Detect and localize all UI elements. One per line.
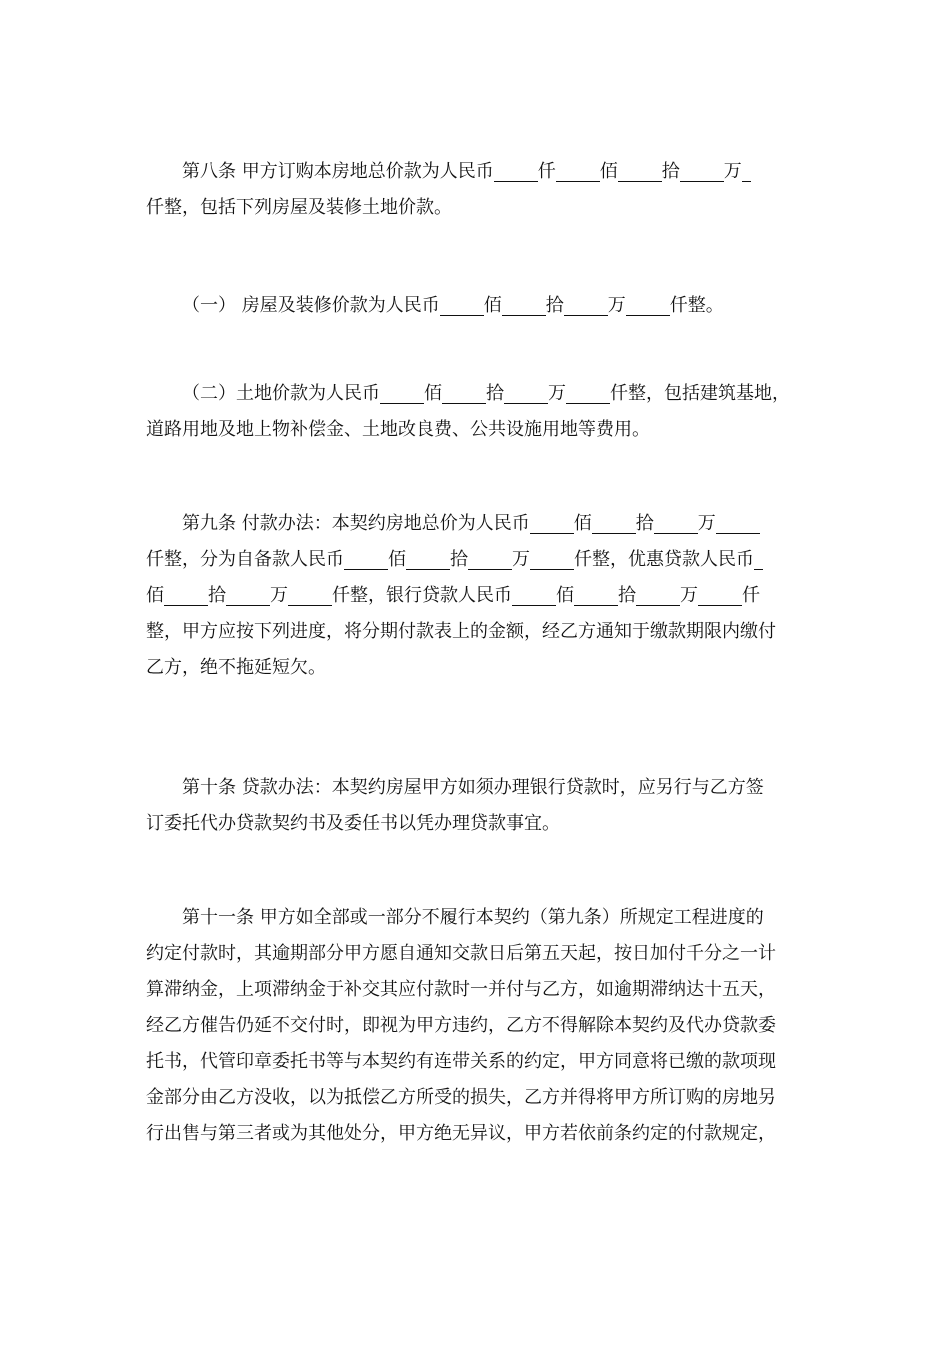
clause-10: [146, 770, 806, 842]
clause-8: [146, 154, 806, 226]
clause-9-line-4: 整，甲方应按下列进度，将分期付款表上的金额，经乙方通知于缴款期限内缴付: [146, 621, 776, 642]
item-2-line-2: 道路用地及地上物补偿金、土地改良费、公共设施用地等费用。: [146, 419, 650, 440]
clause-10-line-1: 第十条 贷款办法：本契约房屋甲方如须办理银行贷款时，应另行与乙方签: [182, 777, 764, 798]
clause-11-line: 算滞纳金，上项滞纳金于补交其应付款时一并付与乙方，如逾期滞纳达十五天，: [146, 979, 776, 1000]
item-1: [146, 288, 806, 324]
item-2-line-1: （二）土地价款为人民币 佰 拾 万 仟整，包括建筑基地，: [182, 383, 790, 404]
clause-11-line: 经乙方催告仍延不交付时，即视为甲方违约，乙方不得解除本契约及代办贷款委: [146, 1015, 776, 1036]
clause-11-line: 行出售与第三者或为其他处分，甲方绝无异议，甲方若依前条约定的付款规定，: [146, 1123, 776, 1144]
item-1-line-1: （一） 房屋及装修价款为人民币 佰 拾 万 仟整。: [182, 295, 724, 316]
clause-11-line: 第十一条 甲方如全部或一部分不履行本契约（第九条）所规定工程进度的: [182, 907, 764, 928]
clause-11-line: 金部分由乙方没收，以为抵偿乙方所受的损失，乙方并得将甲方所订购的房地另: [146, 1087, 776, 1108]
clause-9-line-2: 仟整，分为自备款人民币 佰 拾 万 仟整，优惠贷款人民币: [146, 542, 806, 578]
clause-9-line-1: 第九条 付款办法：本契约房地总价为人民币 佰 拾 万: [146, 506, 806, 542]
clause-9-line-5: 乙方，绝不拖延短欠。: [146, 657, 326, 678]
clause-11-line: 约定付款时，其逾期部分甲方愿自通知交款日后第五天起，按日加付千分之一计: [146, 943, 776, 964]
clause-8-line-1: 第八条 甲方订购本房地总价款为人民币 仟 佰 拾 万: [146, 154, 806, 190]
clause-8-line-2: 仟整，包括下列房屋及装修土地价款。: [146, 197, 452, 218]
clause-9: [146, 506, 806, 686]
item-2: [146, 376, 806, 448]
clause-10-line-2: 订委托代办贷款契约书及委任书以凭办理贷款事宜。: [146, 813, 560, 834]
clause-11: [146, 900, 806, 1152]
clause-11-line: 托书，代管印章委托书等与本契约有连带关系的约定，甲方同意将已缴的款项现: [146, 1051, 776, 1072]
clause-9-line-3: 佰 拾 万 仟整，银行贷款人民币 佰 拾 万 仟: [146, 585, 760, 606]
